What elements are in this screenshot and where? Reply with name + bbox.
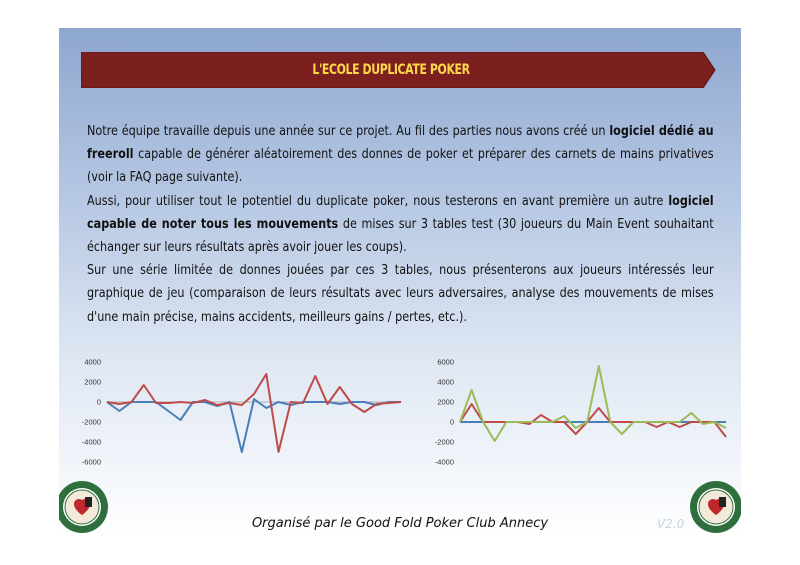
chart1-ytick-4: -4000 <box>81 437 101 447</box>
chart2-ytick-3: 0 <box>449 417 454 427</box>
chart1-ytick-0: 4000 <box>84 358 101 367</box>
paragraph-2 <box>87 190 714 260</box>
paragraph-2-text-b: de mises sur 3 tables test (30 joueurs du Main Event souhaitant échanger sur leurs résultats après avoir jouer les coups). <box>87 215 714 256</box>
chart2-ytick-0: 6000 <box>437 358 454 367</box>
chart-left <box>59 358 414 470</box>
paragraph-3: Sur une série limitée de donnes jouées par ces 3 tables, nous présenterons aux joueurs intéressés leur graphique de jeu (comparaison de leurs résultats avec leurs adversaires, analyse des mouvements de mises d'une main précise, mains accidents, meilleurs gains / pertes, etc.). <box>87 262 714 325</box>
chart1-series-2-line <box>107 374 401 452</box>
paragraph-1-text-a: Notre équipe travaille depuis une année sur ce projet. Au fil des parties nous avons créé un <box>87 123 610 139</box>
chart2-series-3-line <box>460 366 726 441</box>
slide <box>59 28 741 540</box>
paragraph-1 <box>87 120 714 190</box>
paragraph-1-text-b: capable de générer aléatoirement des donnes de poker et préparer des carnets de mains privatives (voir la FAQ page suivante). <box>87 146 714 186</box>
footer-text: Organisé par le Good Fold Poker Club Annecy <box>251 516 549 531</box>
chart1-ytick-3: -2000 <box>81 417 101 427</box>
chart2-ytick-4: -2000 <box>434 437 454 447</box>
chart2-ytick-2: 2000 <box>437 397 454 407</box>
paragraph-2-bold: logiciel capable de noter tous les mouvements <box>87 192 714 232</box>
paragraph-2-text-a: Aussi, pour utiliser tout le potentiel du duplicate poker, nous testerons en avant première un autre <box>87 192 669 209</box>
chart1-ytick-2: 0 <box>96 397 101 407</box>
chart2-ytick-1: 4000 <box>437 377 454 387</box>
chart1-ytick-1: 2000 <box>84 377 101 387</box>
paragraph-1-bold: logiciel dédié au freeroll <box>87 123 714 163</box>
version-label: V2.0 <box>657 517 685 531</box>
chart-right <box>414 358 741 470</box>
body-text <box>87 120 714 329</box>
title-banner <box>81 52 711 88</box>
chart1-ytick-5: -6000 <box>81 457 101 467</box>
page-title: L'ECOLE DUPLICATE POKER <box>312 62 470 78</box>
chart2-ytick-5: -4000 <box>434 457 454 467</box>
